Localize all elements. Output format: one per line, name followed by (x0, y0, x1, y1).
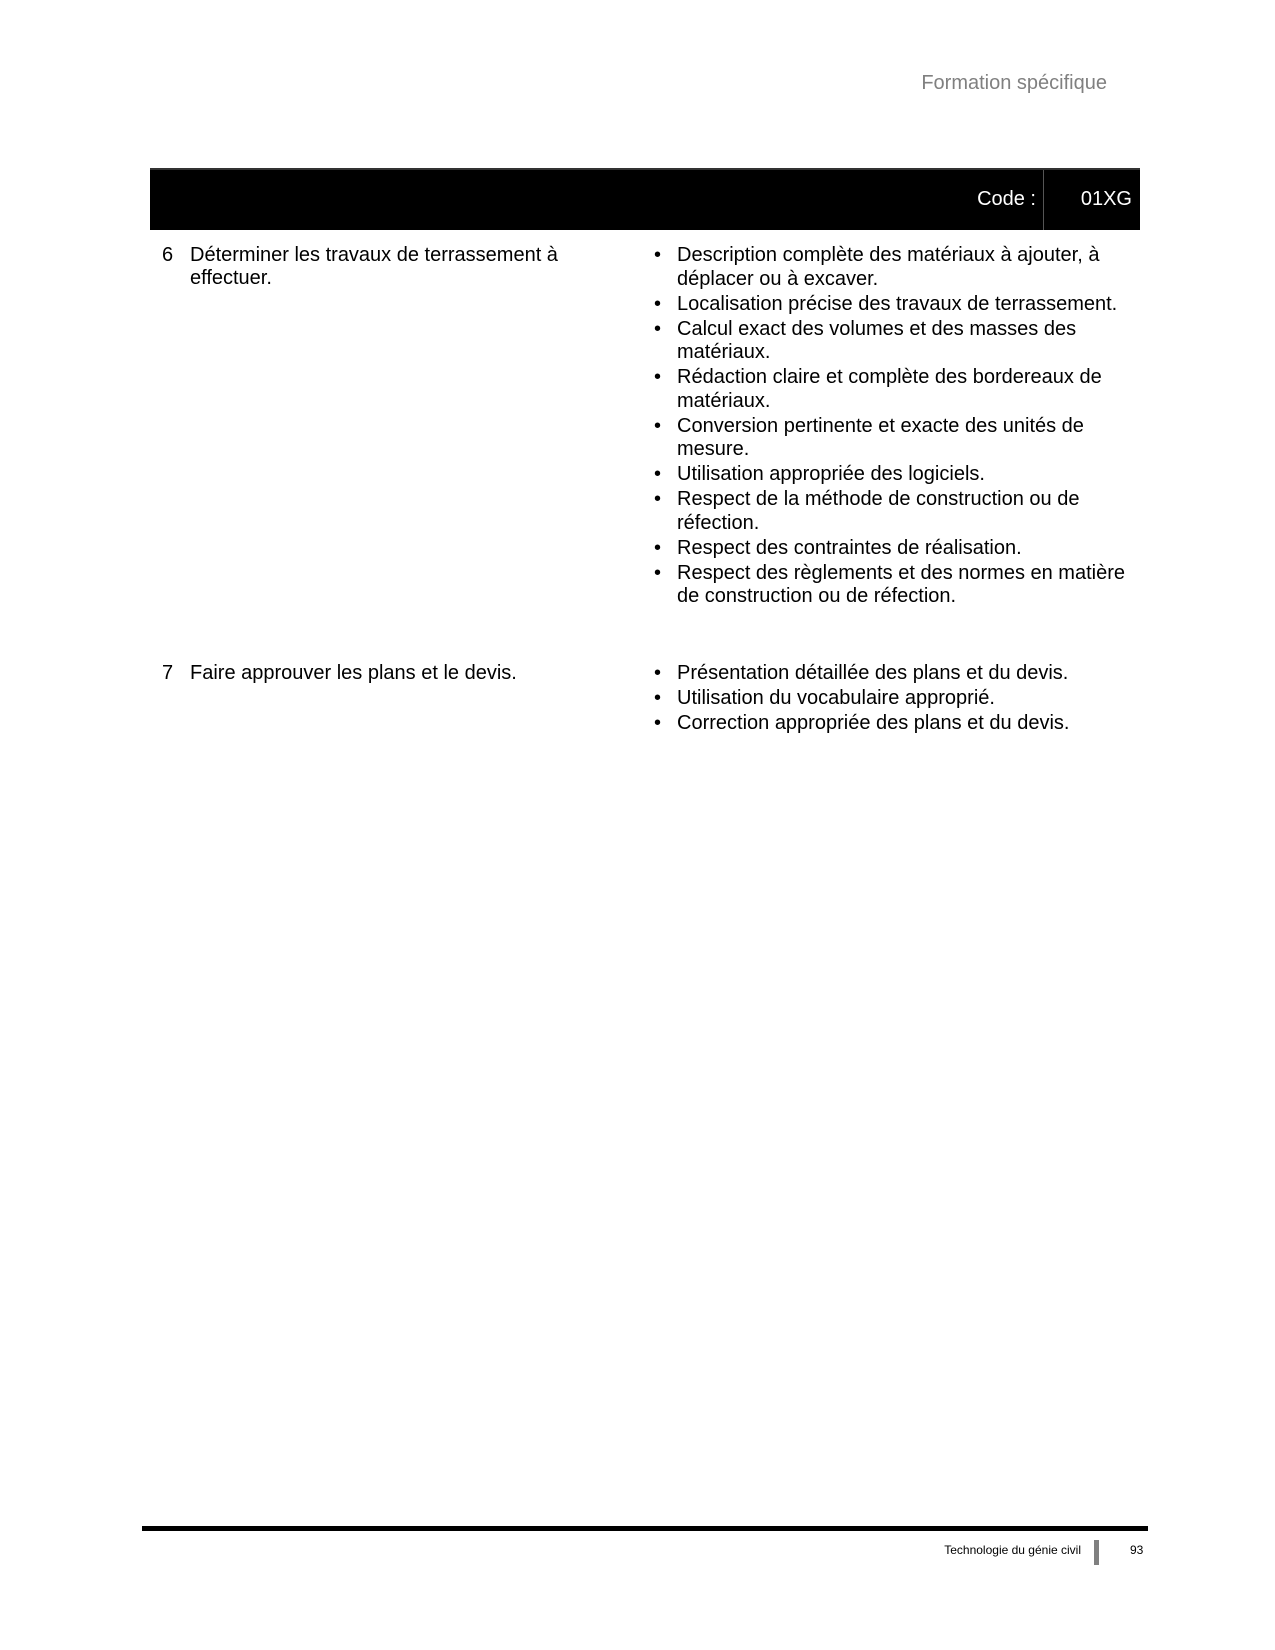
bullet-icon: • (654, 712, 662, 734)
criteria-text: Calcul exact des volumes et des masses des matériaux. (677, 317, 1077, 363)
footer-title: Technologie du génie civil (944, 1543, 1081, 1557)
code-divider (1043, 170, 1044, 230)
bullet-icon: • (654, 561, 662, 584)
criteria-text: Respect de la méthode de construction ou de réfection. (677, 488, 1080, 534)
running-head: Formation spécifique (921, 72, 1107, 94)
criteria-item (652, 318, 1137, 365)
criteria-item (652, 662, 1137, 686)
criteria-text: Présentation détaillée des plans et du devis. (677, 662, 1069, 684)
criteria-text: Utilisation appropriée des logiciels. (677, 463, 985, 485)
criteria-item (652, 293, 1137, 317)
criteria-item (652, 712, 1137, 736)
bullet-icon: • (654, 488, 662, 510)
step-number: 6 (162, 244, 174, 266)
criteria-item (652, 537, 1137, 561)
criteria-list (652, 662, 1137, 737)
bullet-icon: • (654, 244, 662, 266)
bullet-icon: • (654, 536, 662, 559)
page-number: 93 (1130, 1543, 1144, 1557)
step-text: Déterminer les travaux de terrassement à effectuer. (190, 244, 558, 289)
criteria-item (652, 463, 1137, 487)
step-text: Faire approuver les plans et le devis. (190, 662, 517, 684)
bullet-icon: • (654, 687, 662, 709)
code-value: 01XG (1080, 188, 1132, 210)
bullet-icon: • (654, 317, 662, 340)
bullet-icon: • (654, 366, 662, 388)
footer-divider (1094, 1540, 1099, 1565)
criteria-text: Description complète des matériaux à ajouter, à déplacer ou à excaver. (677, 244, 1100, 290)
criteria-text: Conversion pertinente et exacte des unités de mesure. (677, 414, 1084, 460)
criteria-text: Respect des règlements et des normes en matière de construction ou de réfection. (677, 561, 1125, 607)
criteria-item (652, 366, 1137, 413)
criteria-text: Respect des contraintes de réalisation. (677, 536, 1022, 559)
footer-rule (142, 1526, 1148, 1531)
criteria-item (652, 687, 1137, 711)
criteria-item (652, 488, 1137, 535)
bullet-icon: • (654, 662, 662, 684)
criteria-text: Correction appropriée des plans et du devis. (677, 712, 1070, 734)
bullet-icon: • (654, 463, 662, 485)
criteria-item (652, 562, 1137, 609)
criteria-item (652, 415, 1137, 462)
criteria-text: Rédaction claire et complète des bordereaux de matériaux. (677, 366, 1102, 412)
bullet-icon: • (654, 292, 662, 315)
step-number: 7 (162, 662, 174, 684)
criteria-text: Utilisation du vocabulaire approprié. (677, 687, 995, 709)
criteria-text: Localisation précise des travaux de terrassement. (677, 292, 1118, 315)
code-bar (150, 168, 1140, 230)
criteria-list (652, 244, 1137, 610)
bullet-icon: • (654, 414, 662, 437)
code-label: Code : (977, 188, 1036, 210)
criteria-item (652, 244, 1137, 291)
